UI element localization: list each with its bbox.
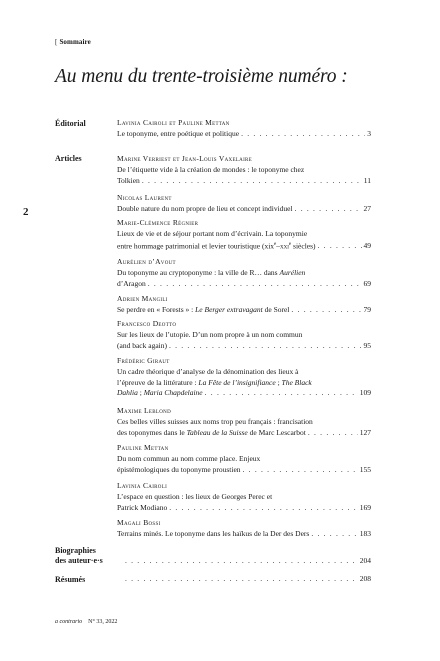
entry-title-line: Un cadre théorique d’analyse de la dénomination des lieux à — [117, 366, 299, 376]
entry-author: Nicolas Laurent — [117, 193, 172, 202]
entry-title: Double nature du nom propre de lieu et concept individuel — [117, 203, 293, 213]
entry-title: Dahlia ; Maria Chapdelaine — [117, 388, 203, 398]
leader-dots — [308, 428, 358, 439]
section-biographies-line1: Biographies — [55, 546, 96, 555]
entry-title: Tolkien — [117, 175, 140, 185]
entry-author: Francesco Deotto — [117, 319, 177, 328]
entry-page: 183 — [359, 528, 371, 538]
section-biographies — [55, 546, 117, 566]
entry-page: 208 — [359, 574, 371, 583]
entry-title: d’Aragon — [117, 278, 146, 288]
entry-author: Adrien Mangili — [117, 294, 168, 303]
entry-page: 27 — [363, 203, 371, 213]
toc-entry[interactable] — [117, 257, 371, 289]
toc-entry[interactable] — [117, 218, 371, 252]
entry-page: 3 — [367, 128, 371, 138]
page-number: 2 — [23, 206, 29, 218]
entry-page: 95 — [363, 340, 371, 350]
entry-title: épistémologiques du toponyme proustien — [117, 464, 241, 474]
entry-title: Le toponyme, entre poétique et politique — [117, 128, 240, 138]
toc-entry-resumes[interactable] — [117, 574, 371, 585]
entry-author: Frédéric Giraut — [117, 356, 170, 365]
entry-title-line: Du nom commun au nom comme place. Enjeux — [117, 453, 261, 463]
entry-author: Aurélien d’Avout — [117, 257, 176, 266]
running-head — [55, 38, 91, 46]
entry-author: Pauline Mettan — [117, 443, 169, 452]
toc-entry-editorial[interactable] — [117, 118, 371, 140]
leader-dots — [295, 204, 362, 215]
leader-dots — [318, 241, 362, 252]
toc-entry[interactable] — [117, 406, 371, 438]
entry-page: 127 — [359, 427, 371, 437]
entry-author: Lavinia Cairoli — [117, 481, 168, 490]
entry-author: Magali Bossi — [117, 518, 161, 527]
entry-author: Lavinia Cairoli et Pauline Mettan — [117, 118, 230, 127]
entry-title-line: L’espace en question : les lieux de Georges Perec et — [117, 491, 273, 501]
entry-title: entre hommage patrimonial et levier touristique (xix$^e$–xxi$^e$ siècles) — [117, 241, 316, 251]
entry-title: Patrick Modiano — [117, 502, 168, 512]
entry-page: 155 — [359, 464, 371, 474]
leader-dots — [243, 465, 358, 476]
leader-dots — [142, 176, 362, 187]
toc-entry[interactable] — [117, 319, 371, 351]
entry-author: Marine Verriest et Jean-Louis Vaxelaire — [117, 154, 253, 163]
toc-entry-biographies[interactable] — [117, 556, 371, 567]
section-resumes: Résumés — [55, 575, 86, 584]
toc-entry[interactable] — [117, 154, 371, 186]
section-articles: Articles — [55, 154, 82, 163]
toc-entry[interactable] — [117, 481, 371, 513]
entry-page: 69 — [363, 278, 371, 288]
page-title: Au menu du trente-troisième numéro : — [55, 66, 348, 87]
leader-dots — [205, 388, 358, 399]
toc-entry[interactable] — [117, 294, 371, 316]
bracket-mark: [ — [55, 38, 58, 46]
page-footer — [55, 619, 117, 625]
entry-page: 49 — [363, 241, 371, 251]
entry-page: 109 — [359, 388, 371, 398]
toc-entry[interactable] — [117, 193, 371, 215]
entry-page: 169 — [359, 502, 371, 512]
entry-title-line: Lieux de vie et de séjour portant nom d’écrivain. La toponymie — [117, 228, 308, 238]
leader-dots — [241, 129, 365, 140]
entry-title: des toponymes dans le Tableau de la Suisse de Marc Lescarbot — [117, 427, 306, 437]
entry-title-line: l’épreuve de la littérature : La Fête de l’insignifiance ; The Black — [117, 377, 312, 387]
leader-dots — [125, 556, 358, 567]
entry-page: 11 — [363, 175, 371, 185]
section-editorial: Éditorial — [55, 119, 86, 128]
entry-title: Terrains minés. Le toponyme dans les haïkus de la Der des Ders — [117, 528, 310, 538]
entry-author: Marie-Clémence Régnier — [117, 218, 199, 227]
issue-number: N° 33, 2022 — [88, 619, 118, 625]
leader-dots — [291, 305, 361, 316]
section-biographies-line2: des auteur·e·s — [55, 556, 103, 565]
toc-entry[interactable] — [117, 518, 371, 540]
leader-dots — [125, 574, 358, 585]
entry-page: 204 — [359, 556, 371, 565]
leader-dots — [311, 529, 357, 540]
entry-page: 79 — [363, 304, 371, 314]
entry-author: Maxime Leblond — [117, 406, 171, 415]
toc-entry[interactable] — [117, 443, 371, 475]
entry-title-line: Ces belles villes suisses aux noms trop peu français : francisation — [117, 416, 313, 426]
journal-name: a contrario — [55, 619, 83, 625]
entry-title-line: Sur les lieux de l’utopie. D’un nom propre à un nom commun — [117, 329, 303, 339]
leader-dots — [148, 279, 362, 290]
entry-title: (and back again) — [117, 340, 167, 350]
entry-title: Se perdre en « Forests » : Le Berger extravagant de Sorel — [117, 304, 290, 314]
leader-dots — [169, 341, 362, 352]
running-head-label: Sommaire — [59, 38, 91, 46]
entry-title-line: De l’étiquette vide à la création de mondes : le toponyme chez — [117, 164, 305, 174]
toc-entry[interactable] — [117, 356, 371, 399]
entry-title-line: Du toponyme au cryptoponyme : la ville de R… dans Aurélien — [117, 267, 306, 277]
leader-dots — [169, 503, 358, 514]
